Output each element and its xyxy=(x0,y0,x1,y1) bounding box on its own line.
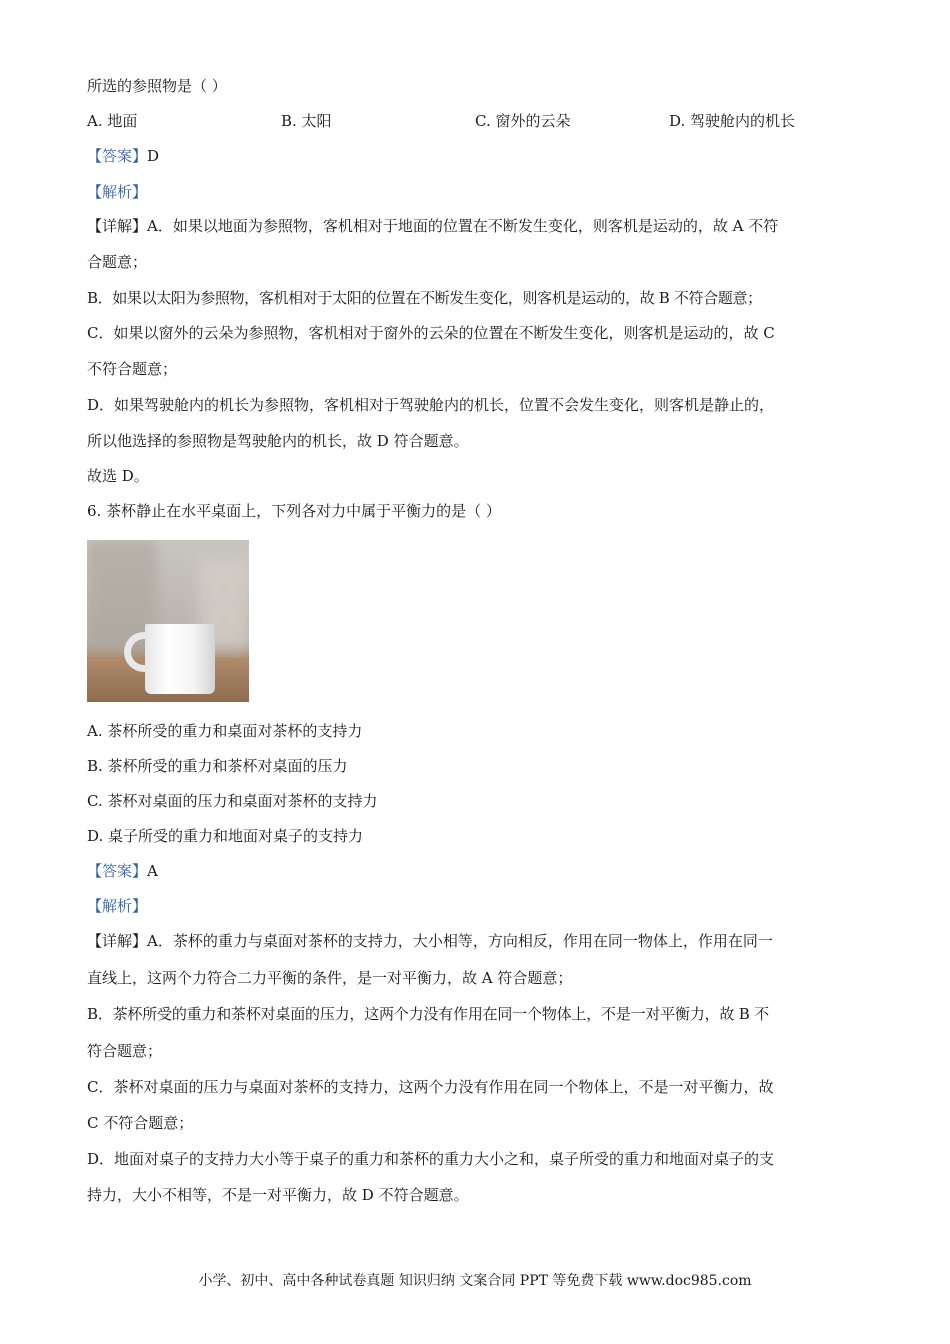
q6-answer: A xyxy=(147,862,158,880)
q5-detail-line xyxy=(87,216,778,236)
detail-tag: 【详解】 xyxy=(87,217,148,235)
answer-tag: 【答案】 xyxy=(87,862,148,880)
teacup-photo xyxy=(87,540,249,702)
q6-detail-line: 符合题意； xyxy=(87,1042,163,1060)
q6-stem: 6. 茶杯静止在水平桌面上，下列各对力中属于平衡力的是（ ） xyxy=(87,502,501,520)
q5-detail-text: A．如果以地面为参照物，客机相对于地面的位置在不断发生变化，则客机是运动的，故 A 不符 xyxy=(147,217,779,235)
q6-detail-text: A．茶杯的重力与桌面对茶杯的支持力，大小相等，方向相反，作用在同一物体上，作用在同一 xyxy=(147,932,773,950)
footer-banner: 小学、初中、高中各种试卷真题 知识归纳 文案合同 PPT 等免费下载 www.doc985.com xyxy=(198,1273,752,1289)
q5-option-b: B. 太阳 xyxy=(281,112,332,130)
q6-option-d: D. 桌子所受的重力和地面对桌子的支持力 xyxy=(87,827,364,845)
answer-tag: 【答案】 xyxy=(87,147,148,165)
q6-answer-line xyxy=(87,861,158,881)
q6-option-a: A. 茶杯所受的重力和桌面对茶杯的支持力 xyxy=(87,722,363,740)
q6-detail-line: 持力，大小不相等，不是一对平衡力，故 D 不符合题意。 xyxy=(87,1186,469,1204)
detail-tag: 【详解】 xyxy=(87,932,148,950)
q5-detail-line: 合题意； xyxy=(87,253,148,271)
q5-detail-line: B．如果以太阳为参照物，客机相对于太阳的位置在不断发生变化，则客机是运动的，故 B 不符合题意； xyxy=(87,289,762,307)
q5-option-c: C. 窗外的云朵 xyxy=(475,112,571,130)
q5-option-d: D. 驾驶舱内的机长 xyxy=(669,112,796,130)
q5-analysis-tag: 【解析】 xyxy=(87,183,148,201)
q6-detail-line: C 不符合题意； xyxy=(87,1114,194,1132)
q6-detail-line: B．茶杯所受的重力和茶杯对桌面的压力，这两个力没有作用在同一个物体上，不是一对平衡力，故 B 不 xyxy=(87,1005,769,1023)
q5-detail-line: C．如果以窗外的云朵为参照物，客机相对于窗外的云朵的位置在不断发生变化，则客机是运动的，故 C xyxy=(87,324,775,342)
q5-detail-line: 不符合题意； xyxy=(87,360,178,378)
q5-detail-line: D．如果驾驶舱内的机长为参照物，客机相对于驾驶舱内的机长，位置不会发生变化，则客机是静止的， xyxy=(87,396,775,414)
q6-detail-line: C．茶杯对桌面的压力与桌面对茶杯的支持力，这两个力没有作用在同一个物体上，不是一对平衡力，故 xyxy=(87,1078,774,1096)
q6-detail-line: 直线上，这两个力符合二力平衡的条件，是一对平衡力，故 A 符合题意； xyxy=(87,969,573,987)
q6-detail-line: D．地面对桌子的支持力大小等于桌子的重力和茶杯的重力大小之和，桌子所受的重力和地面对桌子的支 xyxy=(87,1150,775,1168)
q5-detail-line: 所以他选择的参照物是驾驶舱内的机长，故 D 符合题意。 xyxy=(87,432,469,450)
q5-conclusion: 故选 D。 xyxy=(87,467,149,485)
q6-detail-line xyxy=(87,931,773,951)
q6-analysis-tag: 【解析】 xyxy=(87,897,148,915)
mug-icon xyxy=(145,624,215,694)
q5-stem: 所选的参照物是（ ） xyxy=(87,77,227,95)
q6-option-c: C. 茶杯对桌面的压力和桌面对茶杯的支持力 xyxy=(87,792,378,810)
q5-answer: D xyxy=(147,147,160,165)
q6-option-b: B. 茶杯所受的重力和茶杯对桌面的压力 xyxy=(87,757,348,775)
q5-option-a: A. 地面 xyxy=(87,112,138,130)
q5-answer-line xyxy=(87,146,159,166)
